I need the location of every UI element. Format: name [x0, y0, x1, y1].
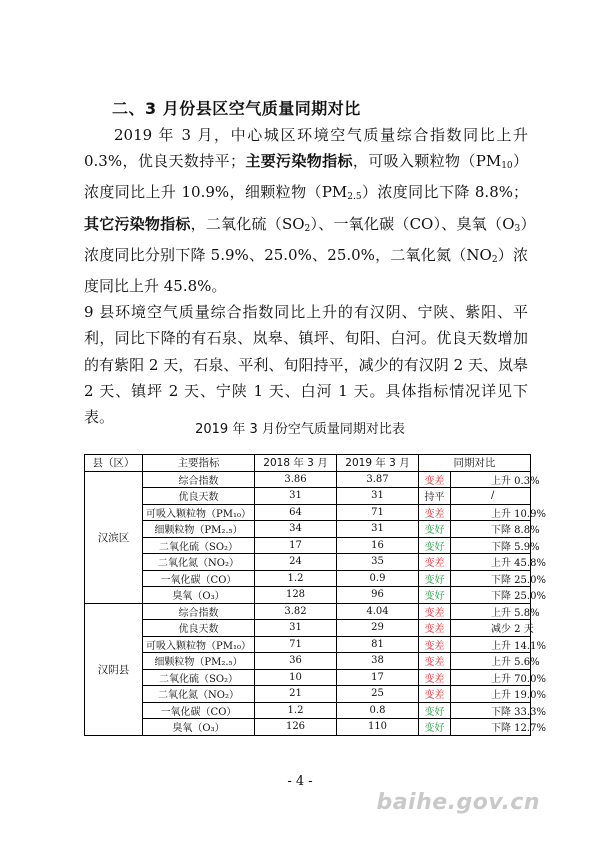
value-2019-cell: 35 — [337, 554, 419, 571]
value-2019-cell: 4.04 — [337, 603, 419, 620]
value-2018-cell: 24 — [255, 554, 337, 571]
index-cell: 臭氧（O₃） — [143, 587, 255, 604]
status-cell: 变差 — [419, 504, 451, 521]
value-2018-cell: 126 — [255, 719, 337, 736]
value-2018-cell: 1.2 — [255, 702, 337, 719]
change-cell: 下降 25.0% — [451, 587, 531, 604]
value-2018-cell: 1.2 — [255, 570, 337, 587]
status-cell: 变好 — [419, 702, 451, 719]
table-header-row — [85, 455, 531, 472]
value-2018-cell: 17 — [255, 537, 337, 554]
table-row — [85, 587, 531, 604]
index-cell: 一氧化碳（CO） — [143, 570, 255, 587]
index-cell: 可吸入颗粒物（PM₁₀） — [143, 636, 255, 653]
table-row — [85, 669, 531, 686]
status-cell: 变好 — [419, 570, 451, 587]
table-row — [85, 603, 531, 620]
value-2018-cell: 3.82 — [255, 603, 337, 620]
status-cell: 持平 — [419, 488, 451, 505]
value-2018-cell: 31 — [255, 488, 337, 505]
paragraph-2: 9 县环境空气质量综合指数同比上升的有汉阴、宁陕、紫阳、平利，同比下降的有石泉、岚皋、镇坪、旬阳、白河。优良天数增加的有紫阳 2 天，石泉、平利、旬阳持平，减少的有汉阴 2 天、岚皋 2 天、镇坪 2 天、宁陕 1 天、白河 1 天。具体指标情况详见下表。 — [84, 303, 528, 427]
table-row — [85, 702, 531, 719]
table-row — [85, 488, 531, 505]
value-2018-cell: 71 — [255, 636, 337, 653]
status-cell: 变差 — [419, 636, 451, 653]
status-cell: 变差 — [419, 653, 451, 670]
header-2019: 2019 年 3 月 — [337, 455, 419, 472]
table-row — [85, 521, 531, 538]
status-cell: 变好 — [419, 587, 451, 604]
value-2019-cell: 0.8 — [337, 702, 419, 719]
index-cell: 二氧化氮（NO₂） — [143, 686, 255, 703]
status-cell: 变差 — [419, 686, 451, 703]
status-cell: 变好 — [419, 521, 451, 538]
value-2018-cell: 3.86 — [255, 471, 337, 488]
change-cell: 上升 10.9% — [451, 504, 531, 521]
paragraph-1: 2019 年 3 月，中心城区环境空气质量综合指数同比上升 0.3%，优良天数持平；主要污染物指标，可吸入颗粒物$(PM_{10})$浓度同比上升 10.9%，细颗粒物$(PM_{2.5})$浓度同比下降 8.8%；其它污染物指标，二氧化硫$(SO_2)$、一氧化碳（CO）、臭氧$(O_3)$浓度同比分别下降 5.9%、25.0%、25.0%，二氧化氮$(NO_2)$浓度同比上升 45.8%。 — [84, 126, 528, 296]
change-cell: / — [451, 488, 531, 505]
header-region: 县（区） — [85, 455, 143, 472]
index-cell: 二氧化硫（SO₂） — [143, 669, 255, 686]
table-row — [85, 537, 531, 554]
status-cell: 变差 — [419, 471, 451, 488]
value-2019-cell: 3.87 — [337, 471, 419, 488]
table-row — [85, 554, 531, 571]
status-cell: 变差 — [419, 669, 451, 686]
value-2018-cell: 128 — [255, 587, 337, 604]
value-2018-cell: 64 — [255, 504, 337, 521]
value-2019-cell: 17 — [337, 669, 419, 686]
index-cell: 细颗粒物（PM₂.₅） — [143, 521, 255, 538]
index-cell: 臭氧（O₃） — [143, 719, 255, 736]
table-row — [85, 620, 531, 637]
table-row — [85, 636, 531, 653]
watermark-logo: baihe.gov.cn — [376, 790, 540, 815]
status-cell: 变好 — [419, 537, 451, 554]
region-cell: 汉阴县 — [85, 603, 143, 735]
region-cell: 汉滨区 — [85, 471, 143, 603]
change-cell: 下降 5.9% — [451, 537, 531, 554]
value-2019-cell: 71 — [337, 504, 419, 521]
index-cell: 优良天数 — [143, 488, 255, 505]
status-cell: 变差 — [419, 620, 451, 637]
value-2019-cell: 38 — [337, 653, 419, 670]
change-cell: 下降 8.8% — [451, 521, 531, 538]
value-2019-cell: 31 — [337, 488, 419, 505]
change-cell: 减少 2 天 — [451, 620, 531, 637]
index-cell: 一氧化碳（CO） — [143, 702, 255, 719]
value-2019-cell: 0.9 — [337, 570, 419, 587]
value-2018-cell: 34 — [255, 521, 337, 538]
index-cell: 可吸入颗粒物（PM₁₀） — [143, 504, 255, 521]
status-cell: 变好 — [419, 719, 451, 736]
comparison-table — [84, 454, 546, 736]
value-2019-cell: 81 — [337, 636, 419, 653]
index-cell: 综合指数 — [143, 603, 255, 620]
index-cell: 综合指数 — [143, 471, 255, 488]
value-2019-cell: 96 — [337, 587, 419, 604]
status-cell: 变差 — [419, 603, 451, 620]
change-cell: 上升 14.1% — [451, 636, 531, 653]
value-2018-cell: 21 — [255, 686, 337, 703]
body-text — [84, 122, 528, 430]
change-cell: 下降 25.0% — [451, 570, 531, 587]
value-2019-cell: 25 — [337, 686, 419, 703]
change-cell: 上升 5.8% — [451, 603, 531, 620]
index-cell: 优良天数 — [143, 620, 255, 637]
table-row — [85, 504, 531, 521]
table-title: 2019 年 3 月份空气质量同期对比表 — [195, 422, 405, 437]
status-cell: 变差 — [419, 554, 451, 571]
change-cell: 上升 45.8% — [451, 554, 531, 571]
header-index: 主要指标 — [143, 455, 255, 472]
header-2018: 2018 年 3 月 — [255, 455, 337, 472]
index-cell: 二氧化氮（NO₂） — [143, 554, 255, 571]
section-heading: 二、3 月份县区空气质量同期对比 — [112, 99, 361, 118]
page-number: - 4 - — [287, 774, 313, 789]
value-2018-cell: 31 — [255, 620, 337, 637]
change-cell: 下降 12.7% — [451, 719, 531, 736]
change-cell: 上升 19.0% — [451, 686, 531, 703]
value-2018-cell: 36 — [255, 653, 337, 670]
change-cell: 下降 33.3% — [451, 702, 531, 719]
table-row — [85, 719, 531, 736]
value-2019-cell: 110 — [337, 719, 419, 736]
header-comparison: 同期对比 — [419, 455, 531, 472]
table-row — [85, 570, 531, 587]
value-2019-cell: 16 — [337, 537, 419, 554]
table-row — [85, 653, 531, 670]
index-cell: 二氧化硫（SO₂） — [143, 537, 255, 554]
value-2018-cell: 10 — [255, 669, 337, 686]
value-2019-cell: 31 — [337, 521, 419, 538]
change-cell: 上升 0.3% — [451, 471, 531, 488]
value-2019-cell: 29 — [337, 620, 419, 637]
table-body — [85, 471, 546, 735]
change-cell: 上升 5.6% — [451, 653, 531, 670]
table-row — [85, 471, 531, 488]
table-row — [85, 686, 531, 703]
change-cell: 上升 70.0% — [451, 669, 531, 686]
index-cell: 细颗粒物（PM₂.₅） — [143, 653, 255, 670]
